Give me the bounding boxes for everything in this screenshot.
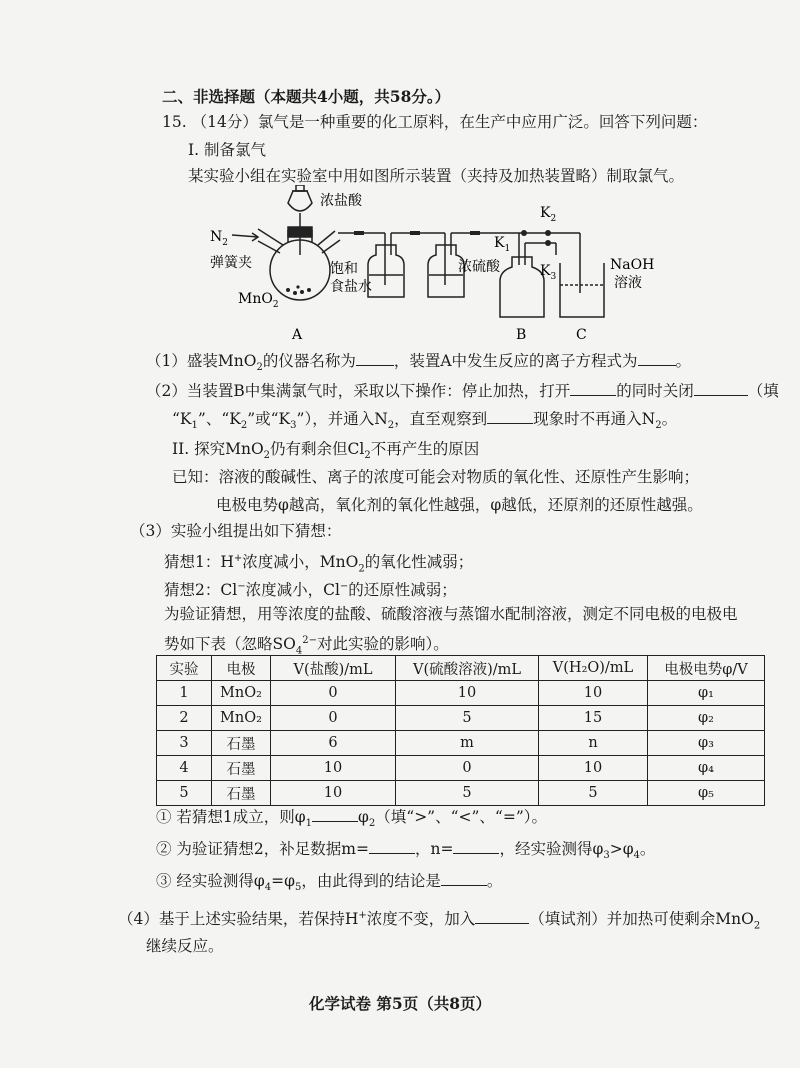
experiment-table: [156, 655, 765, 806]
answer-blank[interactable]: [312, 806, 358, 822]
question-15-intro: [162, 111, 707, 133]
label-a: A: [292, 327, 303, 343]
label-c: C: [576, 327, 587, 343]
answer-blank[interactable]: [369, 838, 415, 854]
known-line-2: 电极电势φ越高，氧化剂的氧化性越强，φ越低，还原剂的还原性越强。: [216, 496, 703, 514]
table-row: 1 MnO₂ 0 10 10 φ₁: [157, 681, 765, 706]
acid-label: 浓盐酸: [320, 193, 362, 209]
verify-line-1: 为验证猜想，用等浓度的盐酸、硫酸溶液与蒸馏水配制溶液，测定不同电极的电极电: [164, 605, 738, 623]
table-header-cell: 电极: [212, 656, 271, 681]
subquestion-2: ② 为验证猜想2，补足数据m= ，n= ，经实验测得$\varphi_3>\varphi_4$。: [156, 840, 656, 862]
question-4-line-2: 继续反应。: [146, 937, 224, 955]
answer-blank[interactable]: [694, 380, 748, 396]
label-b: B: [516, 327, 527, 343]
question-4-line-1: （4）基于上述实验结果，若保持H+浓度不变，加入 （填试剂）并加热可使剩余MnO$_2$: [118, 910, 761, 932]
answer-blank[interactable]: [487, 408, 533, 424]
answer-blank[interactable]: [441, 870, 487, 886]
known-line-1: 已知：溶液的酸碱性、离子的浓度可能会对物质的氧化性、还原性产生影响；: [172, 468, 700, 486]
question-number: 15.: [162, 113, 187, 131]
table-header-cell: V(硫酸溶液)/mL: [396, 656, 539, 681]
h2so4-label: 浓硫酸: [458, 259, 500, 275]
mno2-label: MnO$_2$: [238, 291, 279, 310]
question-1: （1）盛装MnO$_2$的仪器名称为 ，装置A中发生反应的离子方程式为 。: [146, 352, 692, 374]
table-header-cell: V(H₂O)/mL: [539, 656, 648, 681]
table-header-row: [157, 656, 765, 681]
subquestion-1: ① 若猜想1成立，则$\varphi_1$ $\varphi_2$（填“>”、“<”、“=”）。: [156, 808, 548, 830]
question-2-line-2: “$K_1$”、“$K_2$”或“$K_3$”），并通入$N_2$，直至观察到 现象时不再通入$N_2$。: [172, 410, 678, 432]
clamp-label: 弹簧夹: [210, 255, 252, 271]
table-header-cell: V(盐酸)/mL: [271, 656, 396, 681]
answer-blank[interactable]: [356, 350, 394, 366]
table-row: 2 MnO₂ 0 5 15 φ₂: [157, 706, 765, 731]
part1-description: 某实验小组在实验室中用如图所示装置（夹持及加热装置略）制取氯气。: [188, 167, 685, 185]
part1-title: I. 制备氯气: [188, 141, 266, 159]
naoh-label-2: 溶液: [614, 275, 642, 291]
table-row: 5 石墨 10 5 5 φ₅: [157, 781, 765, 806]
table-header-cell: 电极电势φ/V: [648, 656, 765, 681]
subquestion-3: ③ 经实验测得$\varphi_4=\varphi_5$，由此得到的结论是 。: [156, 872, 503, 894]
table-row: 4 石墨 10 0 10 φ₄: [157, 756, 765, 781]
k2-label: $K_2$: [540, 205, 557, 224]
k1-label: $K_1$: [494, 235, 511, 254]
hypothesis-2: 猜想2：Cl−浓度减小，Cl−的还原性减弱；: [164, 581, 457, 600]
hypothesis-1: 猜想1：H+浓度减小，MnO$_2$的氧化性减弱；: [164, 553, 474, 575]
k3-label: $K_3$: [540, 263, 557, 282]
section-heading: 二、非选择题（本题共4小题，共58分。）: [162, 87, 451, 106]
table-header-cell: 实验: [157, 656, 212, 681]
page-footer: 化学试卷 第5页（共8页）: [309, 994, 491, 1013]
answer-blank[interactable]: [453, 838, 499, 854]
table-row: 3 石墨 6 m n φ₃: [157, 731, 765, 756]
apparatus-diagram: [0, 185, 800, 345]
part2-title: II. 探究MnO$_2$仍有剩余但$Cl_2$不再产生的原因: [172, 440, 480, 462]
brine-label-1: 饱和: [330, 261, 358, 277]
answer-blank[interactable]: [570, 380, 616, 396]
verify-line-2: 势如下表（忽略$SO_4^{2-}$对此实验的影响）。: [164, 635, 449, 657]
question-2-line-1: （2）当装置B中集满氯气时，采取以下操作：停止加热，打开 的同时关闭 （填: [146, 382, 779, 400]
naoh-label-1: NaOH: [610, 257, 655, 273]
answer-blank[interactable]: [475, 908, 529, 924]
n2-label: $N_2$: [210, 229, 228, 248]
question-3-title: （3）实验小组提出如下猜想：: [130, 522, 342, 540]
question-intro-text: （14分）氯气是一种重要的化工原料，在生产中应用广泛。回答下列问题：: [191, 113, 708, 131]
answer-blank[interactable]: [638, 350, 676, 366]
brine-label-2: 食盐水: [330, 279, 372, 295]
